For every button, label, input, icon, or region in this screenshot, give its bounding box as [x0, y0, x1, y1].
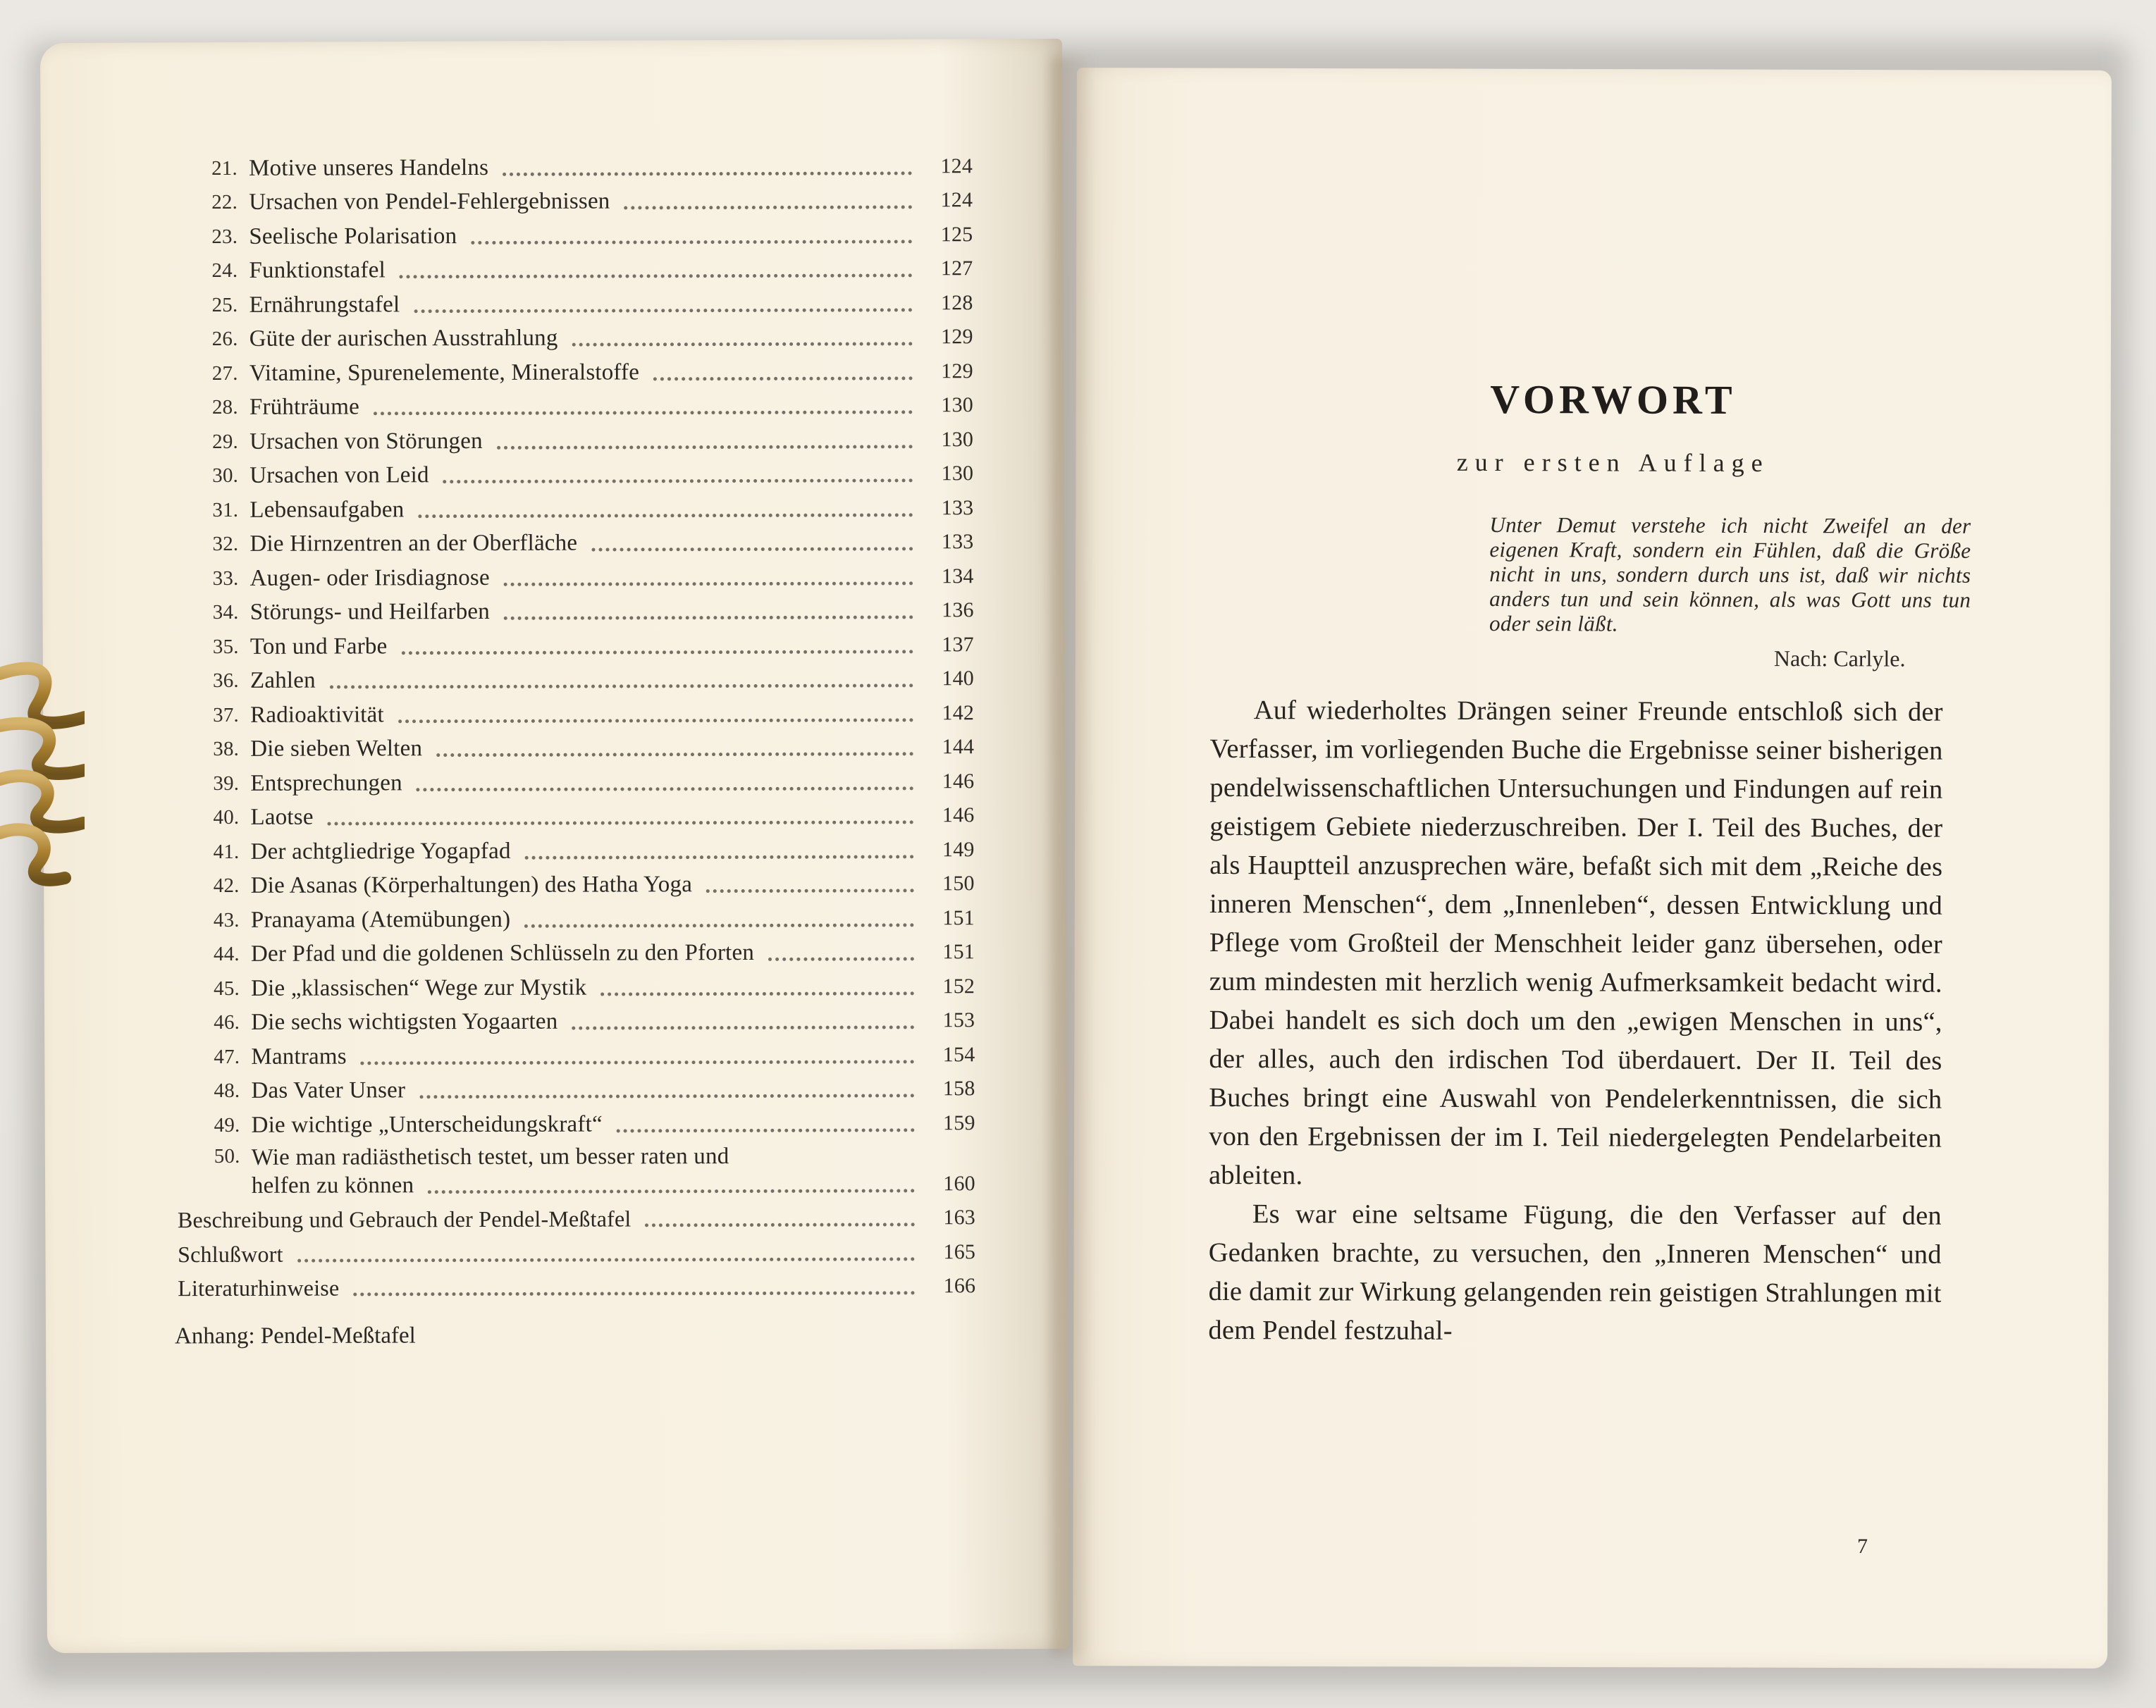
- toc-section-page: 166: [943, 1274, 976, 1298]
- toc-entry-number: 44.: [213, 942, 240, 965]
- toc-leader-dots: [401, 650, 913, 655]
- toc-section-page: 165: [943, 1239, 976, 1263]
- toc-entry-number: 36.: [212, 669, 239, 692]
- toc-entry-page: 158: [942, 1077, 975, 1101]
- toc-entry-page: 130: [941, 427, 974, 451]
- toc-entry-title-line2-row: [252, 1170, 930, 1200]
- toc-entry-48: [214, 1069, 975, 1105]
- toc-entry-title: Lebensaufgaben: [250, 496, 405, 523]
- toc-entry-number: 37.: [213, 703, 240, 726]
- toc-entry-title: Der Pfad und die goldenen Schlüsseln zu den Pforten: [250, 939, 755, 967]
- toc-entry-30: [212, 454, 973, 490]
- toc-entry-number: 22.: [211, 190, 238, 214]
- toc-entry-45: [214, 966, 975, 1002]
- toc-entry-title: Pranayama (Atemübungen): [250, 906, 511, 933]
- toc-entry-page: 129: [941, 325, 973, 349]
- toc-leader-dots: [525, 855, 914, 859]
- toc-leader-dots: [414, 308, 912, 313]
- toc-entry-number: 33.: [212, 567, 239, 590]
- toc-entry-page: 136: [942, 598, 974, 622]
- toc-entry-page: 125: [940, 222, 973, 246]
- toc-entry-page: 144: [942, 735, 975, 759]
- toc-entry-49: [214, 1103, 975, 1139]
- brass-clip-icon: [0, 654, 85, 893]
- toc-section-title: Schlußwort: [178, 1241, 283, 1267]
- toc-leader-dots: [297, 1257, 915, 1262]
- toc-entry-number: 43.: [213, 908, 240, 932]
- toc-entry-number: 24.: [211, 259, 238, 282]
- toc-entry-number: 31.: [212, 498, 239, 521]
- toc-entry-38: [213, 727, 974, 763]
- toc-entry-number: 25.: [211, 293, 238, 316]
- toc-entry-title: Ursachen von Leid: [250, 462, 429, 488]
- toc-entry-page: 128: [940, 290, 973, 314]
- toc-section-literaturhinweise: [178, 1266, 975, 1302]
- toc-entry-37: [213, 693, 974, 729]
- page-title: VORWORT: [1490, 376, 1737, 423]
- toc-leader-dots: [768, 957, 914, 961]
- toc-entry-title: Motive unseres Handelns: [249, 154, 489, 181]
- toc-leader-dots: [471, 240, 912, 245]
- toc-leader-dots: [591, 547, 913, 551]
- toc-entry-title: Güte der aurischen Ausstrahlung: [249, 325, 558, 352]
- table-of-contents: [177, 146, 976, 1302]
- toc-entry-title: Die „klassischen“ Wege zur Mystik: [251, 974, 587, 1001]
- toc-entry-title: Die Asanas (Körperhaltungen) des Hatha Yoga: [250, 872, 693, 898]
- toc-leader-dots: [400, 273, 913, 278]
- toc-leader-dots: [653, 376, 913, 380]
- toc-entry-title: Ernährungstafel: [249, 291, 400, 318]
- toc-leader-dots: [645, 1223, 915, 1227]
- toc-leader-dots: [428, 1189, 915, 1194]
- toc-entry-number: 35.: [212, 635, 239, 658]
- foreword: [1208, 375, 1971, 1352]
- toc-section-title: Literaturhinweise: [178, 1275, 340, 1301]
- page-number: 7: [1857, 1535, 1868, 1558]
- toc-leader-dots: [328, 820, 914, 825]
- toc-entry-number: 26.: [211, 327, 238, 350]
- toc-entry-number: 47.: [214, 1045, 240, 1068]
- toc-entry-50: [214, 1137, 975, 1200]
- toc-entry-page: 142: [942, 700, 975, 724]
- toc-entry-33: [213, 556, 974, 592]
- toc-entry-number: 34.: [212, 600, 239, 624]
- toc-entry-36: [213, 659, 974, 695]
- toc-entry-title: Ursachen von Pendel-Fehlergebnissen: [249, 188, 610, 215]
- toc-entry-28: [212, 385, 973, 421]
- toc-entry-page: 133: [941, 530, 974, 554]
- toc-entry-24: [211, 249, 973, 285]
- toc-entry-page: 133: [941, 495, 974, 519]
- toc-entry-26: [212, 317, 973, 353]
- toc-entry-21: [211, 146, 973, 182]
- toc-entry-44: [214, 932, 975, 968]
- toc-entry-page: 149: [942, 837, 975, 861]
- toc-entry-page: 146: [942, 769, 975, 793]
- toc-leader-dots: [361, 1060, 915, 1065]
- toc-entry-number: 29.: [212, 430, 238, 453]
- toc-entry-page: 146: [942, 803, 975, 827]
- toc-entry-number: 21.: [211, 156, 238, 180]
- toc-entry-page: 153: [942, 1008, 975, 1032]
- toc-entry-46: [214, 1001, 975, 1036]
- toc-entry-25: [212, 283, 973, 318]
- toc-entry-page: 130: [941, 462, 974, 485]
- toc-entry-title: Das Vater Unser: [251, 1077, 406, 1103]
- toc-entry-41: [214, 829, 975, 865]
- toc-entry-title-line1: Wie man radiästhetisch testet, um besser raten und: [251, 1143, 729, 1170]
- toc-leader-dots: [706, 889, 914, 893]
- toc-leader-dots: [436, 752, 913, 757]
- toc-entry-number: 45.: [214, 977, 240, 1000]
- toc-leader-dots: [353, 1291, 915, 1296]
- toc-leader-dots: [572, 1025, 914, 1029]
- toc-entry-page: 127: [940, 256, 973, 280]
- toc-entry-page: 151: [942, 940, 975, 964]
- toc-entry-page: 134: [941, 564, 974, 588]
- toc-leader-dots: [504, 615, 913, 620]
- toc-entry-39: [213, 761, 974, 797]
- epigraph-attribution: Nach: Carlyle.: [1773, 645, 1906, 672]
- toc-section-schlusswort: [178, 1232, 975, 1268]
- toc-entry-title: Die sechs wichtigsten Yogaarten: [251, 1008, 558, 1035]
- toc-entry-34: [213, 590, 974, 626]
- toc-entry-number: 30.: [212, 464, 239, 487]
- toc-section-pendel-messtafel: [178, 1198, 975, 1234]
- toc-entry-number: 48.: [214, 1079, 240, 1102]
- toc-leader-dots: [504, 581, 913, 586]
- toc-entry-page: 129: [941, 359, 973, 383]
- toc-entry-title: Die Hirnzentren an der Oberfläche: [250, 530, 578, 557]
- toc-entry-page: 159: [942, 1110, 975, 1134]
- toc-entry-page: 130: [941, 393, 974, 417]
- toc-section-page: 163: [943, 1206, 976, 1230]
- toc-entry-number: 28.: [211, 395, 238, 419]
- toc-entry-title: Frühträume: [249, 394, 359, 420]
- toc-entry-23: [211, 214, 973, 250]
- toc-entry-number: 40.: [213, 805, 240, 829]
- toc-entry-47: [214, 1034, 975, 1070]
- toc-entry-40: [213, 796, 974, 831]
- toc-entry-page: 151: [942, 905, 975, 929]
- foreword-paragraph-1: Auf wiederholtes Drängen seiner Freunde entschloß sich der Verfasser, im vorliegenden Buche die Ergebnisse seiner bisherigen pendelwissenschaftlichen Untersuchungen und Findungen auf rein geistigem Gebiete niederzuschreiben. Der I. Teil des Buches, der als Hauptteil anzusprechen wäre, befaßt sich mit dem „Reiche des inneren Menschen“, dem „Innenleben“, dessen Entwicklung und Pflege vom Großteil der Menschheit leider ganz übersehen, oder zum mindesten mit herzlich wenig Aufmerksamkeit bedacht wird. Dabei handelt es sich doch um den „ewigen Menschen in uns“, der alles, auch den irdischen Tod überdauert. Der II. Teil des Buches bringt eine Auswahl von Pendelerkenntnissen, die sich von den Ergebnissen der im I. Teil niedergelegten Pendelarbeiten ableiten.: [1208, 695, 1943, 1191]
- toc-entry-title: Ton und Farbe: [250, 633, 388, 660]
- toc-entry-title: Störungs- und Heilfarben: [250, 598, 491, 625]
- toc-entry-42: [214, 864, 975, 900]
- toc-entry-page: 137: [942, 632, 974, 656]
- toc-entry-title: Zahlen: [250, 667, 316, 693]
- toc-leader-dots: [624, 205, 912, 209]
- toc-entry-page: 152: [942, 974, 975, 998]
- toc-entry-page: 150: [942, 872, 975, 896]
- toc-section-title: Beschreibung und Gebrauch der Pendel-Meßtafel: [177, 1206, 632, 1233]
- epigraph: Unter Demut verstehe ich nicht Zweifel an der eigenen Kraft, sondern ein Fühlen, daß die Größe nicht in uns, sondern durch uns ist, daß wir nichts anders tun und sein können, als was Gott uns tun oder sein läßt.: [1489, 512, 1971, 636]
- toc-leader-dots: [503, 171, 912, 176]
- toc-entry-32: [212, 522, 973, 558]
- toc-entry-page: 140: [942, 667, 975, 691]
- toc-leader-dots: [497, 445, 913, 450]
- book-gutter: [1050, 56, 1089, 1656]
- toc-appendix: Anhang: Pendel-Meßtafel: [174, 1323, 416, 1349]
- toc-entry-page: 124: [940, 154, 973, 178]
- toc-entry-title: Der achtgliedrige Yogapfad: [250, 838, 511, 865]
- foreword-paragraph-2: Es war eine seltsame Fügung, die den Verfasser auf den Gedanken brachte, zu versuchen, den „Inneren Menschen“ und die damit zur Wirkung gelangenden rein geistigen Strahlungen mit dem Pendel festzuhal-: [1208, 1199, 1942, 1346]
- toc-entry-number: 23.: [211, 225, 238, 248]
- toc-entry-title: Laotse: [250, 804, 314, 830]
- toc-entry-31: [212, 488, 973, 524]
- toc-entry-22: [211, 180, 973, 216]
- toc-entry-title: Die wichtige „Unterscheidungskraft“: [251, 1111, 603, 1138]
- toc-entry-title-wrapped: [252, 1141, 930, 1200]
- toc-entry-title: Augen- oder Irisdiagnose: [250, 564, 490, 591]
- toc-entry-title: Entsprechungen: [250, 769, 402, 796]
- toc-leader-dots: [330, 683, 913, 688]
- toc-entry-number: 32.: [212, 532, 239, 555]
- toc-entry-number: 27.: [211, 361, 238, 385]
- toc-entry-43: [214, 898, 975, 934]
- page-subtitle: zur ersten Auflage: [1456, 447, 1770, 478]
- toc-entry-29: [212, 419, 973, 455]
- toc-entry-number: 50.: [214, 1144, 240, 1168]
- toc-entry-title: Radioaktivität: [250, 701, 384, 728]
- toc-leader-dots: [617, 1128, 915, 1132]
- toc-entry-title-line2: helfen zu können: [251, 1172, 414, 1199]
- toc-entry-number: 46.: [214, 1010, 240, 1034]
- toc-leader-dots: [417, 786, 914, 791]
- toc-leader-dots: [572, 342, 913, 346]
- toc-entry-title: Die sieben Welten: [250, 736, 423, 762]
- toc-leader-dots: [443, 478, 913, 483]
- toc-entry-number: 38.: [213, 737, 240, 760]
- toc-entry-number: 41.: [213, 840, 240, 863]
- toc-leader-dots: [524, 923, 914, 927]
- toc-entry-35: [213, 624, 974, 660]
- toc-leader-dots: [600, 991, 914, 996]
- toc-leader-dots: [418, 513, 913, 518]
- toc-leader-dots: [398, 718, 913, 723]
- foreword-body: [1208, 691, 1942, 1352]
- toc-entry-title: Ursachen von Störungen: [250, 428, 483, 454]
- toc-entry-27: [212, 351, 973, 387]
- toc-entry-page: 154: [942, 1042, 975, 1066]
- toc-entry-title: Seelische Polarisation: [249, 223, 457, 249]
- toc-entry-page: 160: [943, 1171, 975, 1195]
- toc-entry-number: 42.: [213, 874, 240, 897]
- toc-entry-title: Vitamine, Spurenelemente, Mineralstoffe: [249, 359, 640, 386]
- toc-entry-number: 39.: [213, 772, 240, 795]
- toc-entry-title: Mantrams: [251, 1044, 347, 1070]
- toc-entry-number: 49.: [214, 1113, 240, 1137]
- toc-leader-dots: [419, 1094, 914, 1099]
- toc-leader-dots: [374, 410, 913, 415]
- toc-entry-title: Funktionstafel: [249, 257, 386, 283]
- toc-entry-page: 124: [940, 188, 973, 212]
